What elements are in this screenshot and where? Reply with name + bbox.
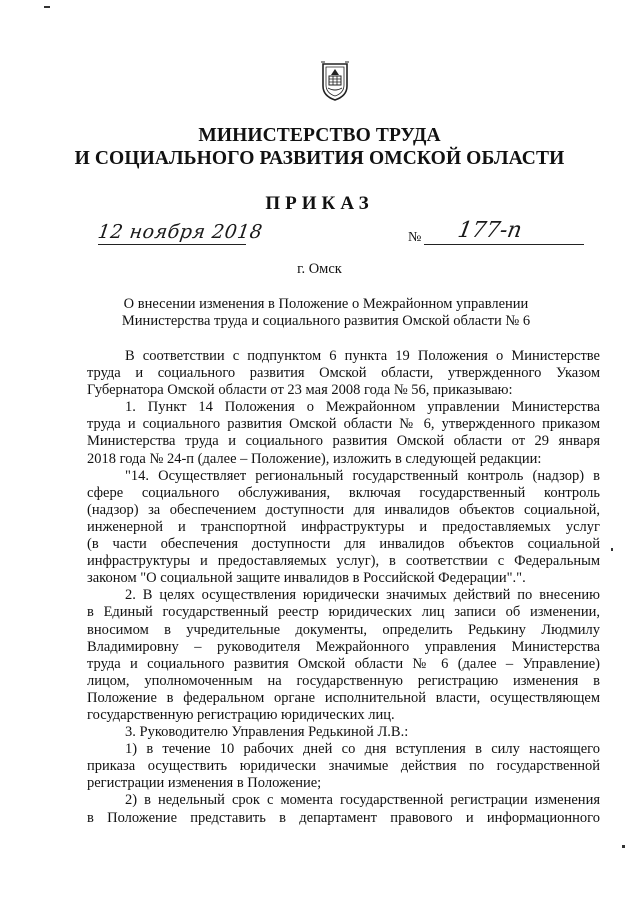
body-text-line: В соответствии с подпунктом 6 пункта 19 Положения о Министерстве <box>125 348 600 364</box>
ministry-name-line2: И СОЦИАЛЬНОГО РАЗВИТИЯ ОМСКОЙ ОБЛАСТИ <box>74 148 565 169</box>
body-text-line: 3. Руководителю Управления Редькиной Л.В.: <box>125 724 409 741</box>
order-date-text: 12 ноября 2018 <box>96 221 265 243</box>
body-text-line: государственную регистрацию юридических лиц. <box>87 706 395 723</box>
body-text-line: 1. Пункт 14 Положения о Межрайонном управлении Министерства <box>125 399 600 416</box>
body-text-line: сфере социального обслуживания, включая государственный контроль <box>87 484 600 501</box>
body-text-line: инженерной и транспортной инфраструктуры и предоставляемых услуг <box>87 518 600 535</box>
body-text-line: труда и социального развития Омской области, утвержденного Указом <box>87 365 600 382</box>
number-underline <box>424 244 584 245</box>
order-date-handwritten <box>96 221 265 251</box>
order-subject-line2: Министерства труда и социального развития Омской области № 6 <box>121 313 531 329</box>
body-text-line: (надзор) за обеспечением доступности для инвалидов объектов социальной, <box>87 501 600 518</box>
date-underline <box>98 244 246 245</box>
body-text-line: "14. Осуществляет региональный государственный контроль (надзор) в <box>125 467 600 484</box>
body-text-line: 2. В целях осуществления юридически значимых действий по внесению <box>125 587 600 604</box>
body-text-line: труда и социального развития Омской области № 6, утвержденного приказом <box>87 416 600 433</box>
body-text-line: труда и социального развития Омской области № 6 (далее – Управление) <box>87 655 600 672</box>
body-text-line: Губернатора Омской области от 23 мая 2008 года № 56, приказываю: <box>87 382 513 399</box>
scan-artifact <box>44 6 50 8</box>
body-text-line: приказа осуществить юридически значимые действия по государственной <box>87 758 600 775</box>
body-text-line: Владимировну – руководителя Межрайонного управления Министерства <box>87 638 600 655</box>
body-text-line: вносимом в учредительные документы, определить Редькину Людмилу <box>87 621 600 638</box>
ministry-name <box>0 124 639 170</box>
scan-artifact <box>622 845 625 848</box>
body-text-line: 1) в течение 10 рабочих дней со дня вступления в силу настоящего <box>125 741 600 758</box>
body-text-line: регистрации изменения в Положение; <box>87 775 322 792</box>
body-text-line: 2018 года № 24-п (далее – Положение), изложить в следующей редакции: <box>87 450 542 467</box>
order-number-handwritten: 177-п <box>455 218 524 243</box>
body-text-line: Министерства труда и социального развития Омской области от 29 января <box>87 433 600 450</box>
body-text-line: в Положение представить в департамент правового и информационного <box>87 809 600 826</box>
ministry-name-line1: МИНИСТЕРСТВО ТРУДА <box>198 125 441 146</box>
body-text-line: в Единый государственный реестр юридических лиц записи об изменении, <box>87 604 600 621</box>
city-name: г. Омск <box>297 261 342 277</box>
coat-of-arms-icon <box>320 60 350 102</box>
document-type-title: ПРИКАЗ <box>265 193 374 214</box>
scan-artifact <box>611 548 613 551</box>
body-text-line: лицом, уполномоченным на государственную регистрацию изменения в <box>87 672 600 689</box>
body-text-line: (в части обеспечения доступности для инвалидов объектов социальной <box>87 536 600 553</box>
body-text-line: законом "О социальной защите инвалидов в Российской Федерации".". <box>87 570 526 587</box>
order-body-text <box>87 348 600 827</box>
order-number-label: № <box>408 230 422 245</box>
order-subject-line1: О внесении изменения в Положение о Межрайонном управлении <box>123 296 529 312</box>
body-text-line: инфраструктуры и предоставляемых услуг), в соответствии с Федеральным <box>87 553 600 570</box>
body-text-line: Положение в федеральном органе исполнительной власти, осуществляющем <box>87 689 600 706</box>
body-text-line: 2) в недельный срок с момента государственной регистрации изменения <box>125 792 600 809</box>
order-subject <box>100 296 552 330</box>
